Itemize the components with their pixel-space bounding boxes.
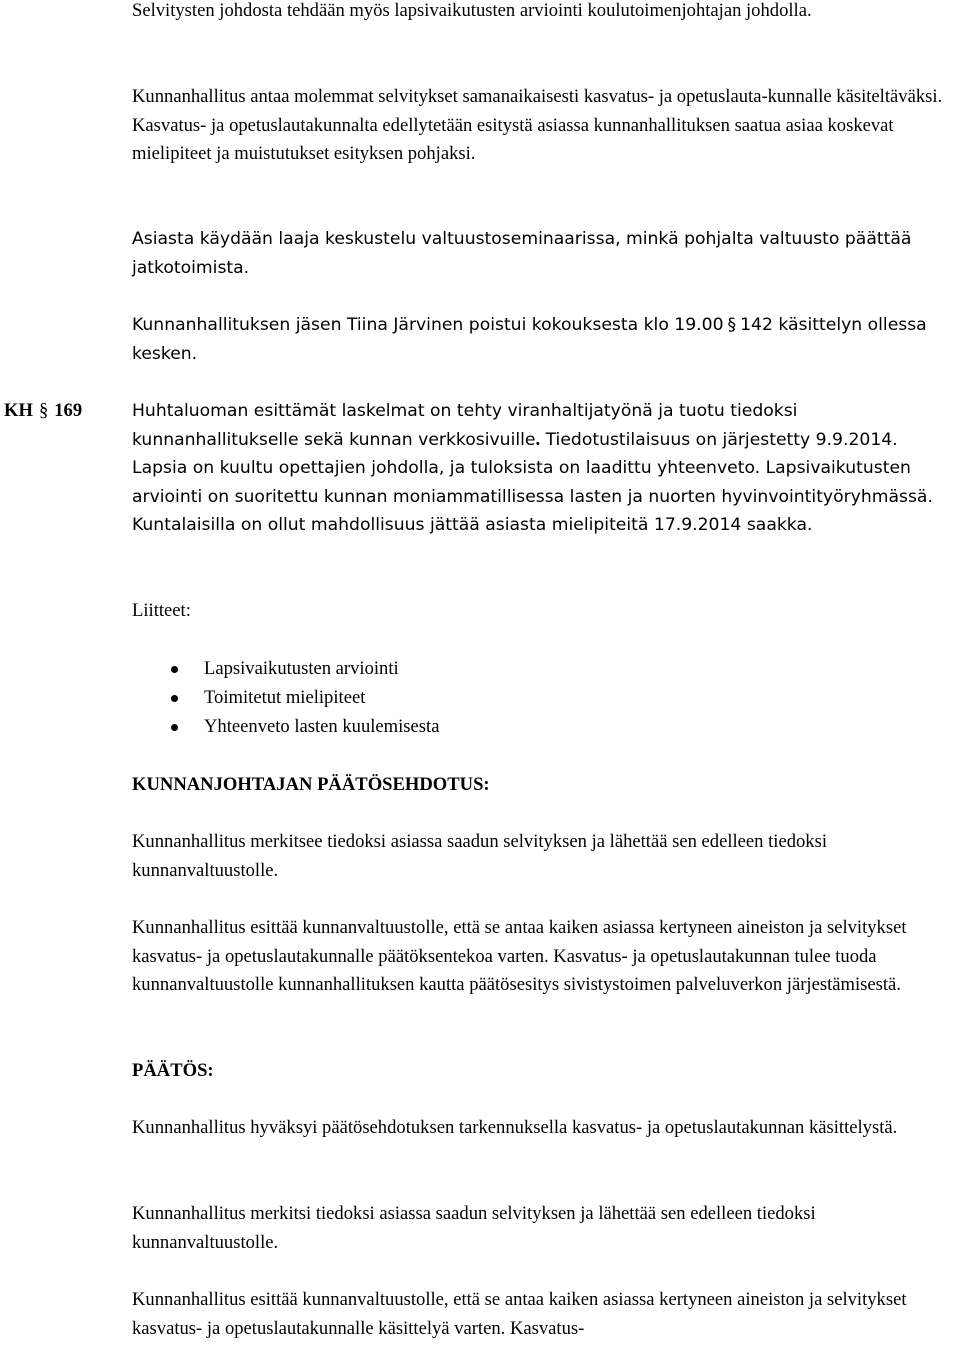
member-left-text: Kunnanhallituksen jäsen Tiina Järvinen poistui kokouksesta klo 19.00 [132,315,724,335]
paragraph-text: Kunnanhallitus merkitsee tiedoksi asiassa saadun selvityksen ja lähettää sen edelleen tiedoksi kunnanvaltuustolle. [132,831,828,881]
section-symbol: § [38,400,49,421]
heading-text: KUNNANJOHTAJAN PÄÄTÖSEHDOTUS: [132,774,490,795]
paragraph-text: Kunnanhallitus esittää kunnanvaltuustolle, että se antaa kaiken asiassa kertyneen aineiston ja selvitykset kasvatus- ja opetuslautakunnalle käsittelyä varten. Kasvatus- [132,1289,907,1339]
section-prefix: KH [4,400,33,421]
paragraph-text: Kunnanhallitus antaa molemmat selvitykset samanaikaisesti kasvatus- ja opetuslauta-kunnalle käsiteltäväksi. Kasvatus- ja opetuslautakunnalta edellytetään esitystä asiassa kunnanhallituksen saatua asiaa koskevat mielipiteet ja muistutukset esityksen pohjaksi. [132,86,943,165]
section-symbol: § [727,315,737,335]
proposal-heading [132,771,958,800]
paragraph-text: Kunnanhallitus merkitsi tiedoksi asiassa saadun selvityksen ja lähettää sen edelleen tiedoksi kunnanvaltuustolle. [132,1203,816,1253]
paragraph-parallel-handling [132,83,958,169]
attachment-item[interactable] [132,655,958,684]
section-text-dot: . [535,428,541,450]
proposal-paragraph-2 [132,914,958,1000]
decision-paragraph-1 [132,1114,958,1143]
member-left-text-end: 142 käsittelyn ollessa kesken. [132,315,927,364]
attachments-items [132,655,958,742]
attachment-item[interactable] [132,713,958,742]
paragraph-text [132,311,958,368]
section-label [4,397,82,426]
attachments-list [132,655,958,742]
paragraph-text: Kunnanhallitus hyväksyi päätösehdotuksen tarkennuksella kasvatus- ja opetuslautakunnan käsittelystä. [132,1117,898,1138]
proposal-paragraph-1 [132,828,958,885]
section-text-part1: Huhtaluoman esittämät laskelmat on tehty viranhaltijatyönä ja tuotu tiedoksi kunnanhallitukselle sekä kunnan verkkosivuille [132,401,798,450]
attachment-label: Yhteenveto lasten kuulemisesta [204,716,440,737]
paragraph-text: Asiasta käydään laaja keskustelu valtuustoseminaarissa, minkä pohjalta valtuusto päättää jatkotoimista. [132,229,912,278]
attachments-label [132,597,958,626]
paragraph-text: Selvitysten johdosta tehdään myös lapsivaikutusten arviointi koulutoimenjohtajan johdolla. [132,0,812,21]
bullet-icon [171,695,178,702]
decision-paragraph-3 [132,1286,958,1343]
section-text [132,397,958,540]
paragraph-member-left [132,311,958,368]
decision-heading [132,1057,958,1086]
paragraph-text: Kunnanhallitus esittää kunnanvaltuustolle, että se antaa kaiken asiassa kertyneen aineiston ja selvitykset kasvatus- ja opetuslautakunnalle päätöksentekoa varten. Kasvatus- ja opetuslautakunnan tulee tuoda kunnanvaltuustolle kunnanhallituksen kautta päätösesitys sivistystoimen palveluverkon järjestämisestä. [132,917,907,996]
section-number: 169 [54,400,83,421]
heading-text: PÄÄTÖS: [132,1060,214,1081]
paragraph-impact-assessment [132,0,958,26]
decision-paragraph-2 [132,1200,958,1257]
bullet-icon [171,666,178,673]
section-body [132,397,958,540]
attachments-title: Liitteet: [132,600,191,621]
attachment-item[interactable] [132,684,958,713]
paragraph-seminar [132,225,958,282]
bullet-icon [171,724,178,731]
attachment-label: Toimitetut mielipiteet [204,687,366,708]
section-text-part2: Tiedotustilaisuus on järjestetty 9.9.2014. Lapsia on kuultu opettajien johdolla, ja tuloksista on laadittu yhteenveto. Lapsivaikutusten arviointi on suoritettu kunnan moniammatillisessa lasten ja nuorten hyvinvointityöryhmässä. Kuntalaisilla on ollut mahdollisuus jättää asiasta mielipiteitä 17.9.2014 saakka. [132,429,933,536]
attachment-label: Lapsivaikutusten arviointi [204,658,399,679]
